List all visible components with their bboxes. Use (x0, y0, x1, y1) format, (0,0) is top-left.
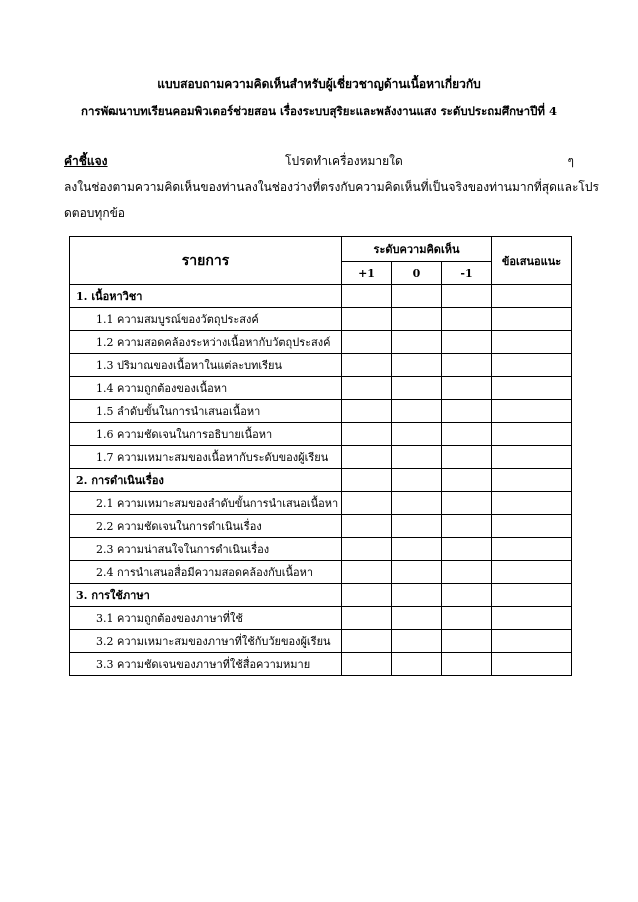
rating-zero-cell[interactable] (392, 607, 442, 630)
rating-zero-cell[interactable] (392, 377, 442, 400)
item-row (70, 630, 572, 653)
item-label: 3.2 ความเหมาะสมของภาษาที่ใช้กับวัยของผู้เรียน (70, 630, 342, 653)
item-row (70, 446, 572, 469)
form-title-line1: แบบสอบถามความคิดเห็นสำหรับผู้เชี่ยวชาญด้านเนื้อหาเกี่ยวกับ (157, 77, 481, 91)
item-row (70, 331, 572, 354)
rating-zero-cell[interactable] (392, 653, 442, 676)
item-label: 1.4 ความถูกต้องของเนื้อหา (70, 377, 342, 400)
rating-zero-cell[interactable] (392, 400, 442, 423)
rating-minus-one-cell[interactable] (442, 308, 492, 331)
rating-minus-one-cell[interactable] (442, 561, 492, 584)
suggestion-cell[interactable] (492, 377, 572, 400)
scale-zero: 0 (392, 262, 442, 285)
suggestion-cell[interactable] (492, 331, 572, 354)
section-title: 3. การใช้ภาษา (70, 584, 342, 607)
rating-zero-cell[interactable] (392, 538, 442, 561)
rating-zero-cell[interactable] (392, 469, 442, 492)
item-label: 1.6 ความชัดเจนในการอธิบายเนื้อหา (70, 423, 342, 446)
rating-minus-one-cell[interactable] (442, 492, 492, 515)
item-row (70, 308, 572, 331)
rating-zero-cell[interactable] (392, 285, 442, 308)
suggestion-cell[interactable] (492, 354, 572, 377)
suggestion-cell[interactable] (492, 423, 572, 446)
section-row (70, 584, 572, 607)
rating-plus-one-cell[interactable] (342, 561, 392, 584)
item-row (70, 653, 572, 676)
rating-plus-one-cell[interactable] (342, 492, 392, 515)
rating-plus-one-cell[interactable] (342, 446, 392, 469)
item-label: 2.2 ความชัดเจนในการดำเนินเรื่อง (70, 515, 342, 538)
item-row (70, 400, 572, 423)
form-title-line2: การพัฒนาบทเรียนคอมพิวเตอร์ช่วยสอน เรื่องระบบสุริยะและพลังงานแสง ระดับประถมศึกษาปีที่ 4 (80, 104, 558, 118)
column-header-item: รายการ (70, 237, 342, 285)
rating-zero-cell[interactable] (392, 308, 442, 331)
rating-plus-one-cell[interactable] (342, 653, 392, 676)
instructions-text: โปรดทำเครื่องหมายใด (285, 154, 403, 168)
rating-minus-one-cell[interactable] (442, 630, 492, 653)
item-row (70, 423, 572, 446)
rating-plus-one-cell[interactable] (342, 331, 392, 354)
rating-minus-one-cell[interactable] (442, 469, 492, 492)
item-row (70, 561, 572, 584)
rating-zero-cell[interactable] (392, 561, 442, 584)
suggestion-cell[interactable] (492, 469, 572, 492)
rating-minus-one-cell[interactable] (442, 285, 492, 308)
item-label: 1.5 ลำดับขั้นในการนำเสนอเนื้อหา (70, 400, 342, 423)
suggestion-cell[interactable] (492, 400, 572, 423)
rating-zero-cell[interactable] (392, 354, 442, 377)
rating-minus-one-cell[interactable] (442, 423, 492, 446)
rating-plus-one-cell[interactable] (342, 469, 392, 492)
instructions-line1 (64, 152, 574, 171)
rating-zero-cell[interactable] (392, 423, 442, 446)
rating-minus-one-cell[interactable] (442, 377, 492, 400)
item-row (70, 354, 572, 377)
section-row (70, 469, 572, 492)
rating-plus-one-cell[interactable] (342, 515, 392, 538)
suggestion-cell[interactable] (492, 630, 572, 653)
section-title: 1. เนื้อหาวิชา (70, 285, 342, 308)
rating-plus-one-cell[interactable] (342, 285, 392, 308)
suggestion-cell[interactable] (492, 285, 572, 308)
rating-minus-one-cell[interactable] (442, 607, 492, 630)
column-header-suggestion: ข้อเสนอแนะ (492, 237, 572, 285)
suggestion-cell[interactable] (492, 561, 572, 584)
suggestion-cell[interactable] (492, 538, 572, 561)
item-label: 2.1 ความเหมาะสมของลำดับขั้นการนำเสนอเนื้อหา (70, 492, 342, 515)
item-label: 1.2 ความสอดคล้องระหว่างเนื้อหากับวัตถุประสงค์ (70, 331, 342, 354)
rating-zero-cell[interactable] (392, 515, 442, 538)
rating-zero-cell[interactable] (392, 331, 442, 354)
rating-plus-one-cell[interactable] (342, 584, 392, 607)
suggestion-cell[interactable] (492, 653, 572, 676)
item-row (70, 515, 572, 538)
rating-minus-one-cell[interactable] (442, 354, 492, 377)
suggestion-cell[interactable] (492, 515, 572, 538)
rating-plus-one-cell[interactable] (342, 400, 392, 423)
column-header-level: ระดับความคิดเห็น (342, 237, 492, 262)
rating-plus-one-cell[interactable] (342, 538, 392, 561)
rating-minus-one-cell[interactable] (442, 331, 492, 354)
item-label: 1.3 ปริมาณของเนื้อหาในแต่ละบทเรียน (70, 354, 342, 377)
item-row (70, 607, 572, 630)
rating-plus-one-cell[interactable] (342, 607, 392, 630)
rating-zero-cell[interactable] (392, 492, 442, 515)
item-row (70, 492, 572, 515)
suggestion-cell[interactable] (492, 492, 572, 515)
item-label: 3.1 ความถูกต้องของภาษาที่ใช้ (70, 607, 342, 630)
suggestion-cell[interactable] (492, 446, 572, 469)
rating-plus-one-cell[interactable] (342, 377, 392, 400)
instructions-line3: ดตอบทุกข้อ (64, 206, 125, 220)
instructions-line2: ลงในช่องตามความคิดเห็นของท่านลงในช่องว่างที่ตรงกับความคิดเห็นที่เป็นจริงของท่านมากที่สุดและโปร (64, 180, 599, 194)
rating-minus-one-cell[interactable] (442, 446, 492, 469)
item-label: 1.1 ความสมบูรณ์ของวัตถุประสงค์ (70, 308, 342, 331)
item-label: 2.3 ความน่าสนใจในการดำเนินเรื่อง (70, 538, 342, 561)
rating-zero-cell[interactable] (392, 630, 442, 653)
instructions-label: คำชี้แจง (64, 154, 108, 168)
rating-zero-cell[interactable] (392, 584, 442, 607)
item-label: 1.7 ความเหมาะสมของเนื้อหากับระดับของผู้เรียน (70, 446, 342, 469)
rating-plus-one-cell[interactable] (342, 308, 392, 331)
item-row (70, 538, 572, 561)
section-row (70, 285, 572, 308)
item-label: 3.3 ความชัดเจนของภาษาที่ใช้สื่อความหมาย (70, 653, 342, 676)
suggestion-cell[interactable] (492, 607, 572, 630)
item-row (70, 377, 572, 400)
scale-plus-one: +1 (342, 262, 392, 285)
rating-plus-one-cell[interactable] (342, 354, 392, 377)
table-body (70, 285, 572, 676)
scale-minus-one: -1 (442, 262, 492, 285)
evaluation-table (69, 236, 572, 676)
rating-minus-one-cell[interactable] (442, 653, 492, 676)
section-title: 2. การดำเนินเรื่อง (70, 469, 342, 492)
suggestion-cell[interactable] (492, 308, 572, 331)
rating-minus-one-cell[interactable] (442, 400, 492, 423)
rating-zero-cell[interactable] (392, 446, 442, 469)
rating-minus-one-cell[interactable] (442, 538, 492, 561)
suggestion-cell[interactable] (492, 584, 572, 607)
instructions-mark: ๆ (567, 154, 574, 168)
item-label: 2.4 การนำเสนอสื่อมีความสอดคล้องกับเนื้อหา (70, 561, 342, 584)
rating-minus-one-cell[interactable] (442, 515, 492, 538)
rating-plus-one-cell[interactable] (342, 630, 392, 653)
rating-minus-one-cell[interactable] (442, 584, 492, 607)
rating-plus-one-cell[interactable] (342, 423, 392, 446)
